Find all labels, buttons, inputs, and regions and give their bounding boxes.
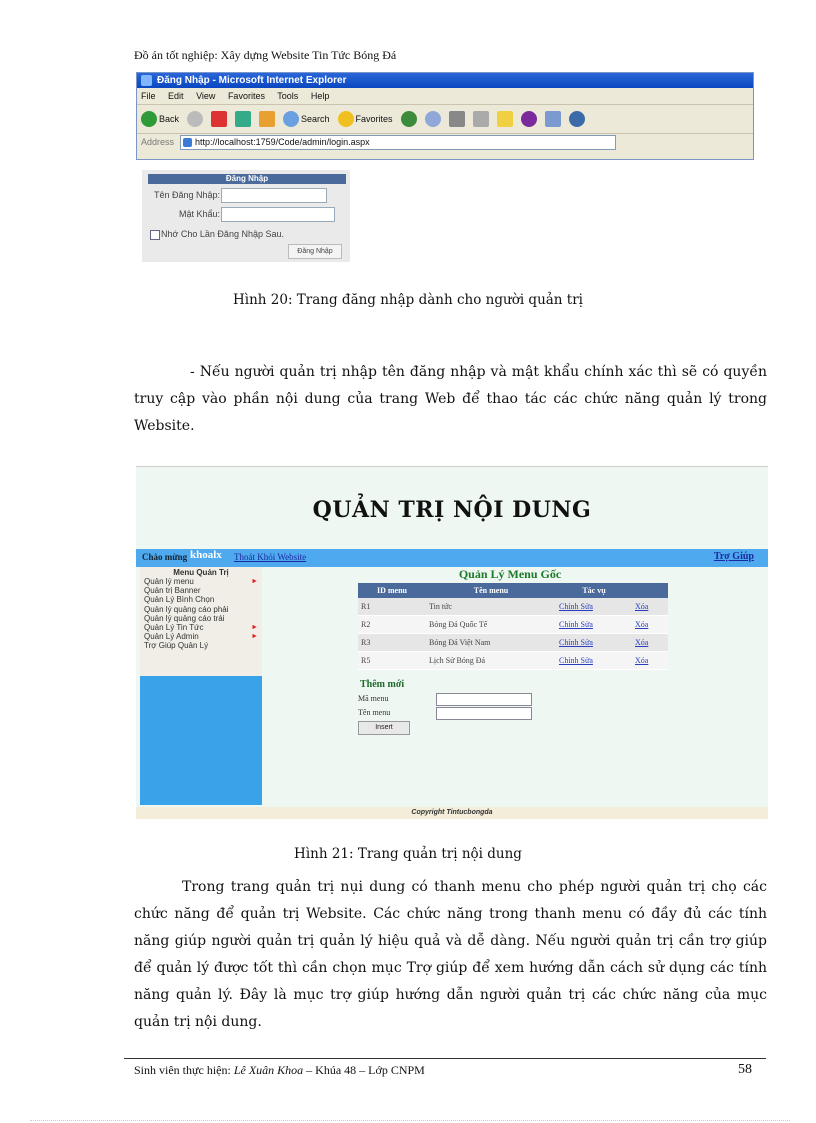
messenger-icon[interactable]: [521, 111, 537, 127]
edit-link[interactable]: Chỉnh Sửa: [559, 602, 593, 611]
footer-divider: [124, 1058, 766, 1059]
menu-item[interactable]: Quản Lý Bình Chọn: [144, 595, 215, 605]
arrow-right-icon: ►: [251, 633, 258, 641]
refresh-icon[interactable]: [235, 111, 251, 127]
page-number: 58: [738, 1062, 752, 1077]
ie-toolbar: [137, 105, 753, 134]
forward-arrow-icon[interactable]: [187, 111, 203, 127]
ie-menu-file[interactable]: File: [141, 91, 156, 101]
home-icon[interactable]: [259, 111, 275, 127]
login-button[interactable]: Đăng Nhập: [288, 244, 342, 259]
add-title: Thêm mới: [360, 679, 405, 690]
insert-button[interactable]: Insert: [358, 721, 410, 735]
login-form: [142, 170, 350, 262]
password-label: Mật Khẩu:: [178, 209, 220, 219]
menu-item[interactable]: Quản lý menu ►: [144, 577, 258, 586]
arrow-right-icon: ►: [251, 623, 258, 631]
welcome-text: Chào mừng: [142, 552, 188, 562]
column-header: ID menu: [358, 583, 426, 598]
edit-link[interactable]: Chỉnh Sửa: [559, 638, 593, 647]
column-header: Tác vụ: [556, 583, 632, 598]
column-header: [632, 583, 668, 598]
paragraph-1-text: - Nếu người quản trị nhập tên đăng nhập và mật khẩu chính xác thì sẽ có quyền truy cập vào phần nội dung của trang Web để thao tác các chức năng quản lý trong Website.: [134, 364, 767, 434]
footer-prefix: Sinh viên thực hiện:: [134, 1063, 234, 1077]
paragraph-2: [134, 874, 767, 1036]
menu-code-input[interactable]: [436, 693, 532, 706]
menu-name-label: Tên menu: [358, 708, 391, 717]
arrow-right-icon: ►: [251, 578, 258, 585]
table-row: R1 Tin tức Chỉnh Sửa Xóa: [358, 598, 668, 616]
admin-sidebar: [140, 567, 262, 805]
menu-item[interactable]: Quản lý quảng cáo phải: [144, 604, 229, 614]
figure-21-caption: Hình 21: Trang quản trị nội dung: [294, 846, 522, 862]
copyright-bar: Copyright Tintucbongda: [136, 807, 768, 819]
delete-link[interactable]: Xóa: [635, 620, 649, 629]
back-button[interactable]: Back: [141, 111, 179, 127]
users-icon[interactable]: [569, 111, 585, 127]
search-icon: [283, 111, 299, 127]
favorites-button[interactable]: Favorites: [338, 111, 393, 127]
admin-top-bar: [136, 549, 768, 567]
ie-screenshot: [136, 72, 754, 160]
admin-menu-title: Menu Quản Trị: [173, 568, 229, 577]
address-bar: [137, 134, 753, 150]
table-header: [358, 583, 668, 598]
ie-menu-edit[interactable]: Edit: [168, 91, 184, 101]
help-link[interactable]: Trợ Giúp: [713, 551, 754, 562]
address-label: Address: [141, 137, 175, 147]
mail-icon[interactable]: [425, 111, 441, 127]
admin-heading: QUẢN TRỊ NỘI DUNG: [312, 497, 592, 523]
figure-20-caption: Hình 20: Trang đăng nhập dành cho người quản trị: [233, 292, 583, 308]
menu-item[interactable]: Trợ Giúp Quản Lý: [144, 641, 209, 651]
menu-code-label: Mã menu: [358, 694, 389, 703]
ie-title-bar: [137, 73, 753, 88]
paragraph-2-text: Trong trang quản trị nụi dung có thanh menu cho phép người quản trị chọ các chức năng để quản trị Website. Các chức năng trong thanh menu có đầy đủ các tính năng giúp người quản trị quản lý hiệu quả và dễ dàng. Nếu người quản trị cần trợ giúp để quản lý được tốt thì cần chọn mục Trợ giúp để xem hướng dẫn cách sử dụng các tính năng quản lý. Đây là mục trợ giúp hướng dẫn người quản trị các chức năng của mục quản trị nội dung.: [134, 879, 767, 1030]
history-icon[interactable]: [401, 111, 417, 127]
login-title: Đăng Nhập: [148, 174, 346, 184]
research-icon[interactable]: [545, 111, 561, 127]
folder-icon[interactable]: [497, 111, 513, 127]
delete-link[interactable]: Xóa: [635, 656, 649, 665]
menu-table: [358, 583, 668, 670]
back-arrow-icon: [141, 111, 157, 127]
password-input[interactable]: [221, 207, 335, 222]
menu-name-input[interactable]: [436, 707, 532, 720]
menu-item[interactable]: Quản lý quảng cáo trái: [144, 613, 225, 623]
footer-author: Lê Xuân Khoa: [233, 1063, 304, 1077]
ie-menu-view[interactable]: View: [196, 91, 216, 101]
delete-link[interactable]: Xóa: [635, 602, 649, 611]
stop-icon[interactable]: [211, 111, 227, 127]
ie-menu-bar: [137, 88, 753, 105]
edit-link[interactable]: Chỉnh Sửa: [559, 656, 593, 665]
menu-item[interactable]: Quản trị Banner: [144, 586, 201, 596]
username-label: Tên Đăng Nhập:: [153, 190, 220, 200]
footer-suffix: – Khúa 48 – Lớp CNPM: [303, 1063, 425, 1077]
ie-title: Đăng Nhập - Microsoft Internet Explorer: [157, 75, 347, 86]
address-input[interactable]: http://localhost:1759/Code/admin/login.aspx: [180, 135, 616, 150]
logout-link[interactable]: Thoát Khỏi Website: [234, 552, 307, 562]
edit-icon[interactable]: [473, 111, 489, 127]
page-header: Đồ án tốt nghiệp: Xây dựng Website Tin Tức Bóng Đá: [134, 48, 397, 62]
username-input[interactable]: [221, 188, 327, 203]
ie-logo-icon: [141, 75, 152, 86]
remember-label: Nhớ Cho Lần Đăng Nhập Sau.: [161, 229, 284, 239]
print-icon[interactable]: [449, 111, 465, 127]
table-title: Quản Lý Menu Gốc: [458, 567, 562, 581]
table-row: R3 Bóng Đá Việt Nam Chỉnh Sửa Xóa: [358, 634, 668, 652]
star-icon: [338, 111, 354, 127]
paragraph-1: [134, 359, 767, 440]
admin-menu: [140, 567, 262, 676]
footer-text: [134, 1063, 425, 1078]
ie-menu-favorites[interactable]: Favorites: [227, 91, 265, 101]
column-header: Tên menu: [426, 583, 556, 598]
ie-menu-tools[interactable]: Tools: [277, 91, 299, 101]
delete-link[interactable]: Xóa: [635, 638, 649, 647]
table-row: R5 Lịch Sử Bóng Đá Chỉnh Sửa Xóa: [358, 652, 668, 670]
edit-link[interactable]: Chỉnh Sửa: [559, 620, 593, 629]
remember-checkbox[interactable]: [150, 230, 160, 240]
search-button[interactable]: Search: [283, 111, 330, 127]
table-row: R2 Bóng Đá Quốc Tế Chỉnh Sửa Xóa: [358, 616, 668, 634]
ie-menu-help[interactable]: Help: [310, 91, 330, 101]
username-text: khoalx: [190, 549, 222, 561]
admin-screenshot: [136, 466, 768, 819]
menu-item[interactable]: Quản Lý Tin Tức ►: [144, 622, 258, 632]
page-bottom-dots: [30, 1120, 790, 1121]
menu-item[interactable]: Quản Lý Admin ►: [144, 632, 258, 642]
